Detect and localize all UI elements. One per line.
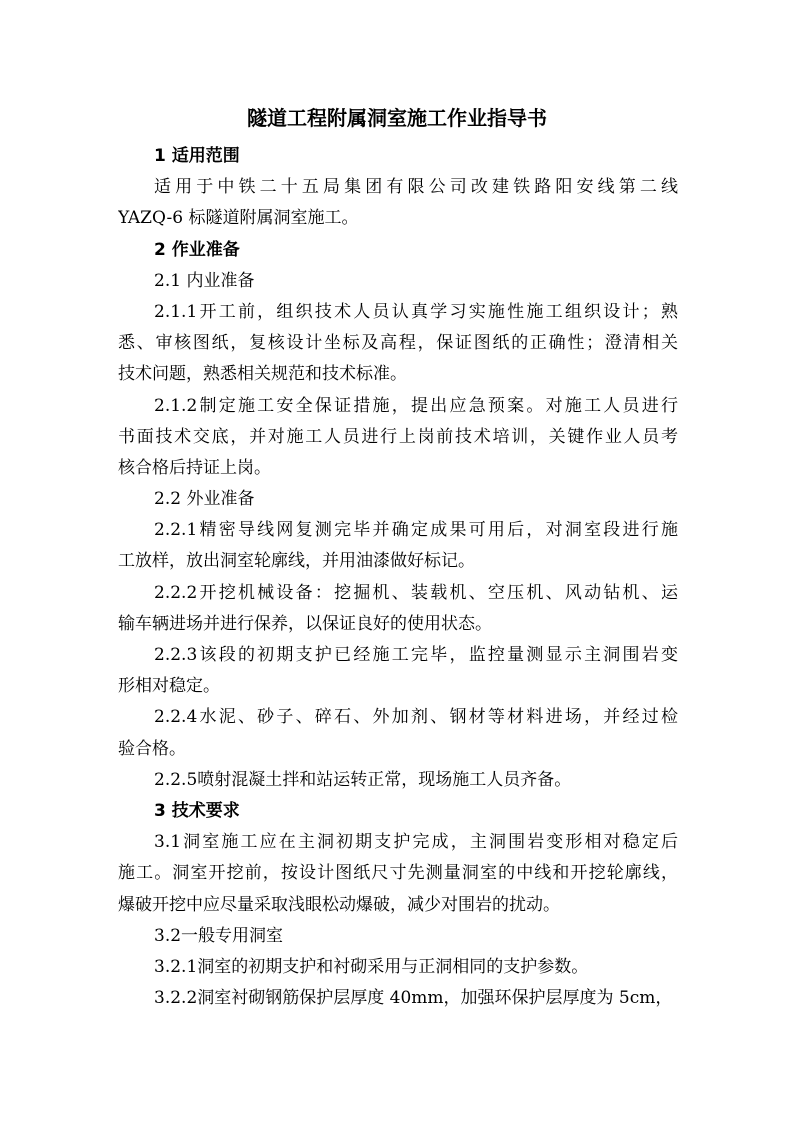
paragraph-line: 施工。洞室开挖前，按设计图纸尺寸先测量洞室的中线和开挖轮廓线，: [118, 863, 678, 884]
section-heading-2: 2 作业准备: [154, 239, 240, 260]
subsection-heading: 2.1 内业准备: [154, 270, 255, 291]
paragraph-line: 2.1.1开工前，组织技术人员认真学习实施性施工组织设计；熟: [154, 301, 678, 322]
paragraph-line: 2.2.4水泥、砂子、碎石、外加剂、钢材等材料进场，并经过检: [154, 707, 678, 728]
subsection-heading: 2.2 外业准备: [154, 489, 255, 510]
section-heading-3: 3 技术要求: [154, 800, 240, 821]
paragraph-line: 验合格。: [118, 738, 186, 759]
paragraph-line: 2.2.3该段的初期支护已经施工完毕，监控量测显示主洞围岩变: [154, 645, 678, 665]
paragraph-line: 2.2.5喷射混凝土拌和站运转正常，现场施工人员齐备。: [154, 769, 572, 790]
paragraph-line: 3.2.1洞室的初期支护和衬砌采用与正洞相同的支护参数。: [154, 956, 589, 977]
subsection-heading: 3.2一般专用洞室: [154, 925, 284, 946]
document-body: [118, 141, 678, 1014]
paragraph-line: 3.2.2洞室衬砌钢筋保护层厚度 40mm，加强环保护层厚度为 5cm，: [154, 988, 673, 1009]
paragraph-line: 2.1.2制定施工安全保证措施，提出应急预案。对施工人员进行: [154, 395, 678, 416]
paragraph-line: 爆破开挖中应尽量采取浅眼松动爆破，减少对围岩的扰动。: [118, 894, 560, 915]
paragraph-line: 核合格后持证上岗。: [118, 457, 271, 478]
paragraph-line: 悉、审核图纸，复核设计坐标及高程，保证图纸的正确性；澄清相关: [118, 333, 678, 354]
paragraph-line: 工放样，放出洞室轮廓线，并用油漆做好标记。: [118, 551, 475, 572]
paragraph-line: 2.2.2开挖机械设备：挖掘机、装载机、空压机、风动钻机、运: [154, 582, 678, 603]
document-title: 隧道工程附属洞室施工作业指导书: [247, 106, 547, 130]
section-heading-1: 1 适用范围: [154, 146, 240, 166]
paragraph-line: 技术问题，熟悉相关规范和技术标准。: [118, 364, 407, 385]
paragraph-line: 3.1洞室施工应在主洞初期支护完成，主洞围岩变形相对稳定后: [154, 832, 678, 853]
paragraph-line: YAZQ-6 标隧道附属洞室施工。: [118, 208, 359, 229]
paragraph-line: 2.2.1精密导线网复测完毕并确定成果可用后，对洞室段进行施: [154, 520, 678, 541]
paragraph-line: 形相对稳定。: [118, 676, 220, 697]
paragraph-line: 书面技术交底，并对施工人员进行上岗前技术培训，关键作业人员考: [118, 426, 678, 447]
paragraph-line: 输车辆进场并进行保养，以保证良好的使用状态。: [118, 613, 492, 634]
paragraph-line: 适用于中铁二十五局集团有限公司改建铁路阳安线第二线: [154, 177, 678, 198]
